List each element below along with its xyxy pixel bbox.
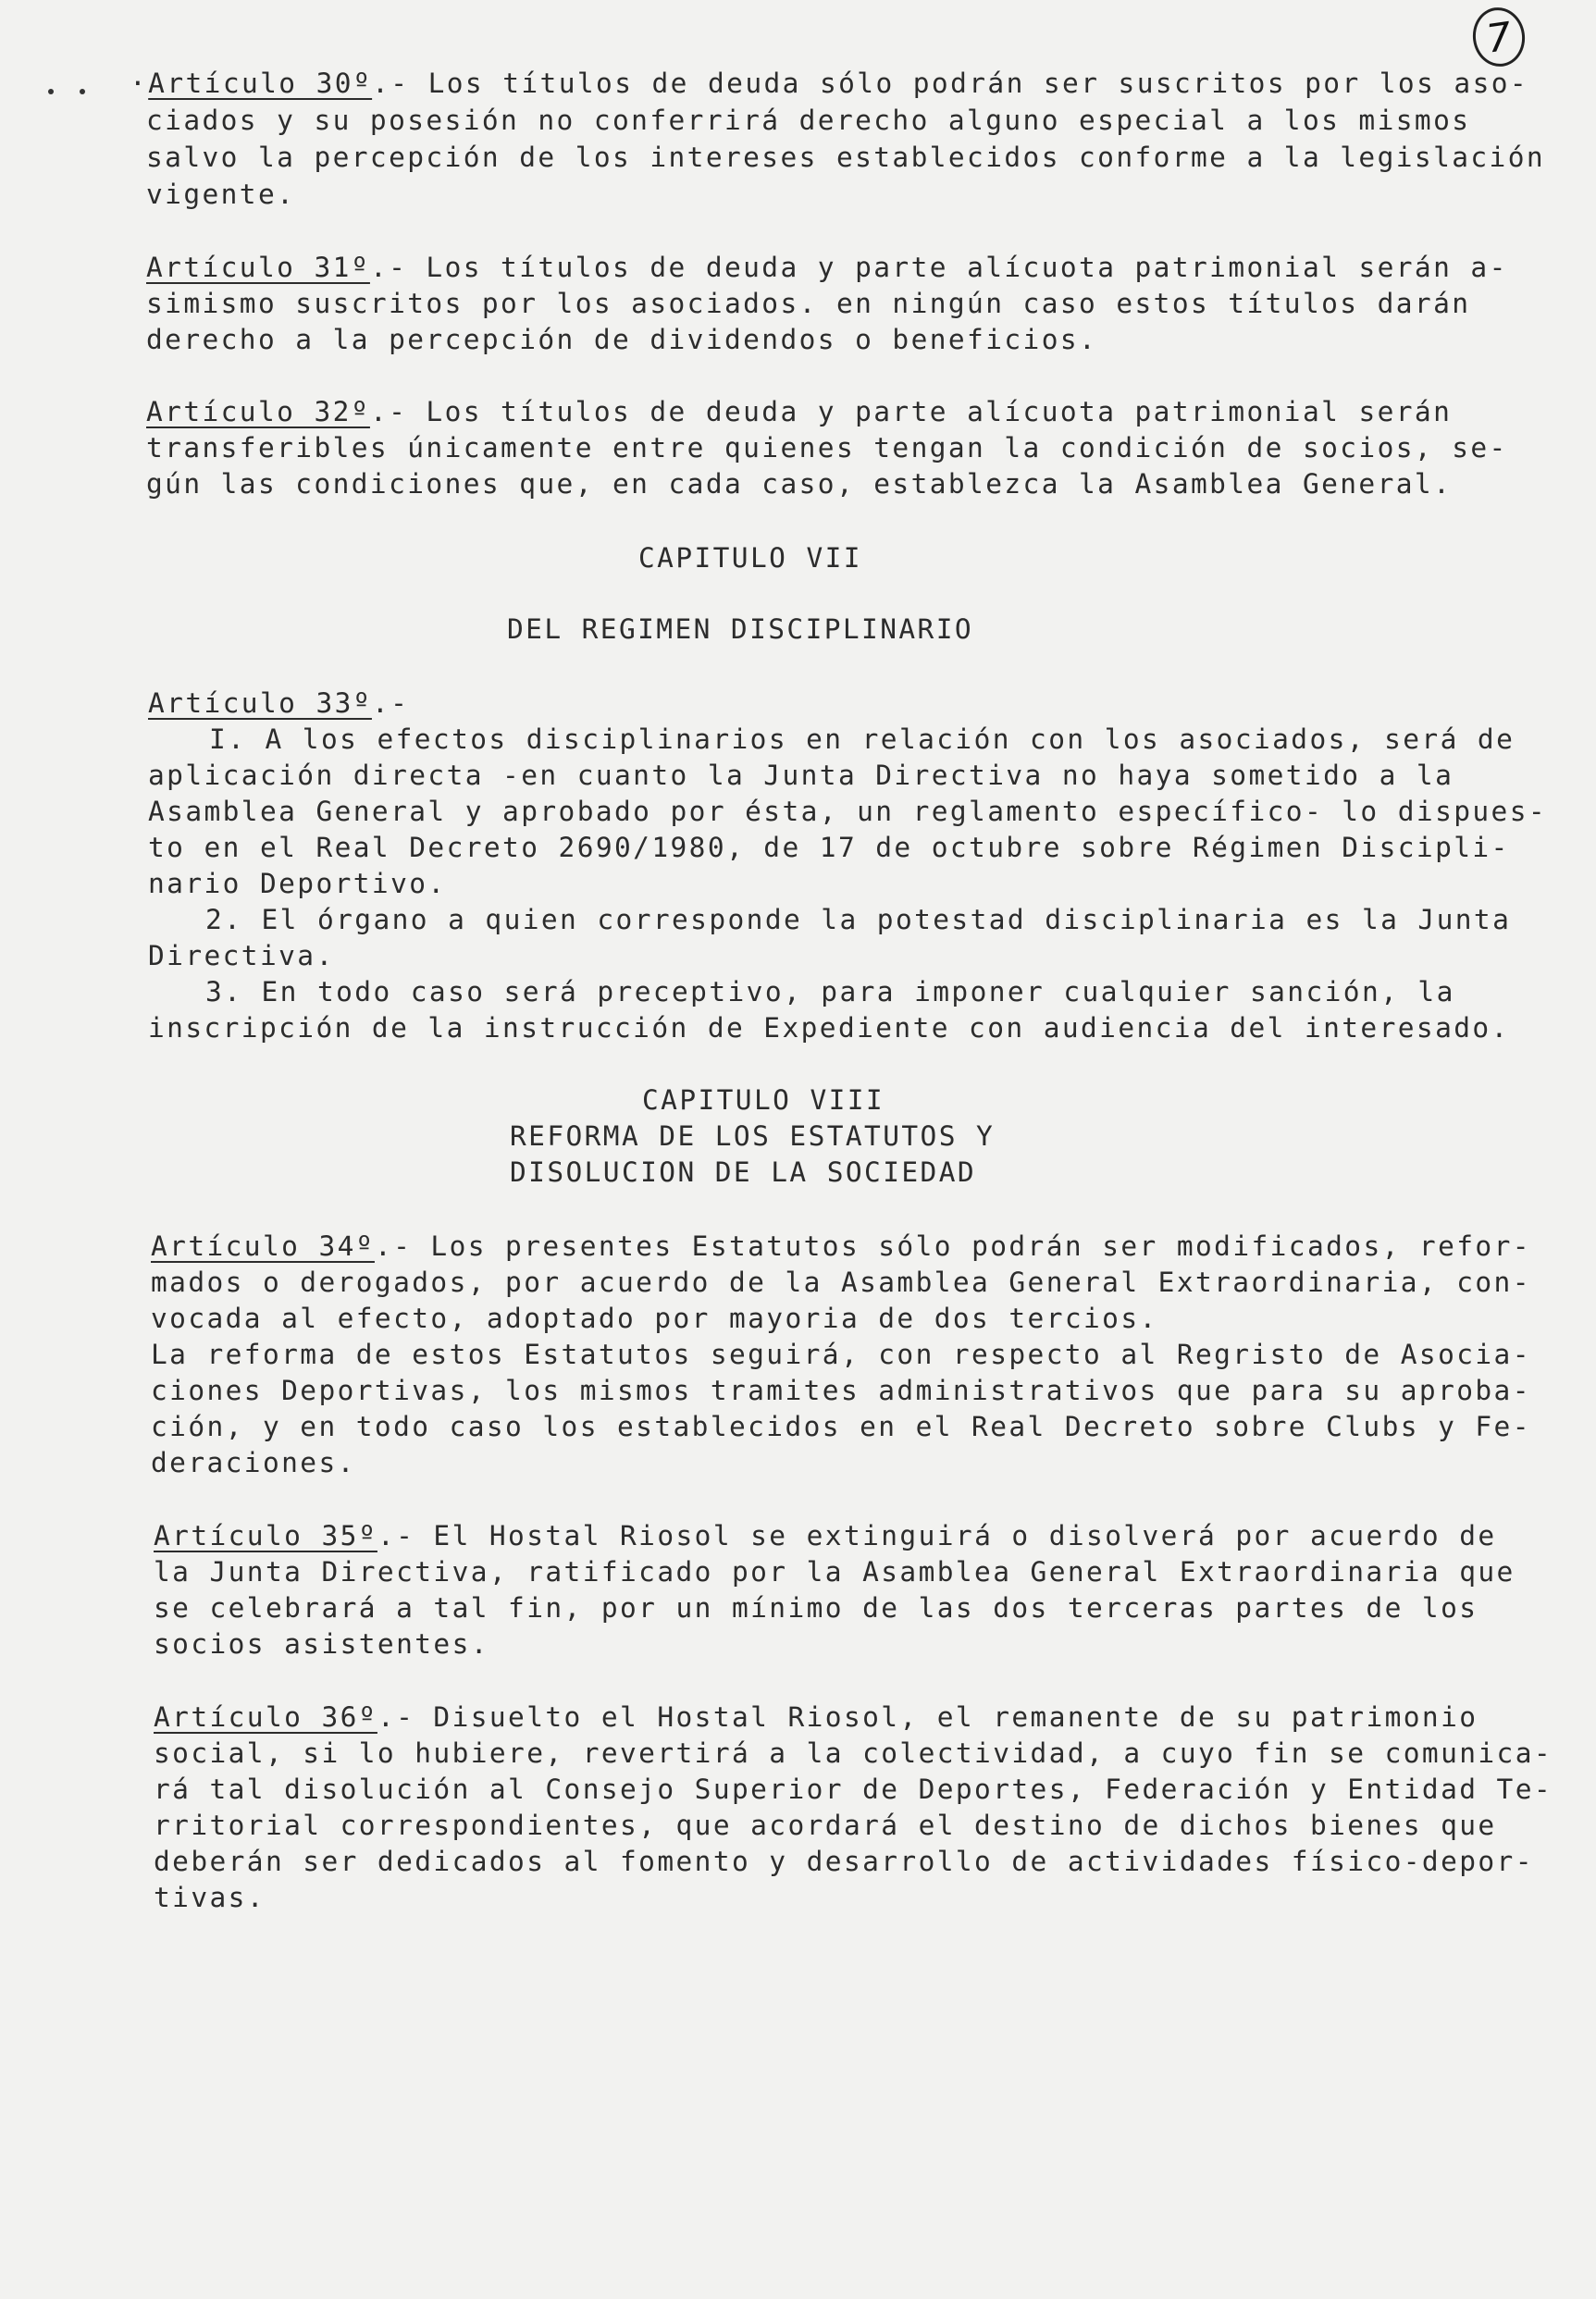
article-heading: Artículo 32º bbox=[146, 396, 370, 427]
art33-line-2: aplicación directa -en cuanto la Junta Directiva no haya sometido a la bbox=[148, 760, 1454, 791]
art33-line-7: Directiva. bbox=[148, 940, 335, 971]
chapter-7-subtitle: DEL REGIMEN DISCIPLINARIO bbox=[507, 613, 974, 645]
art36-line-3: rá tal disolución al Consejo Superior de Deportes, Federación y Entidad Te- bbox=[154, 1774, 1553, 1805]
art33-heading: Artículo 33º.- bbox=[148, 687, 410, 719]
art34-line-5: ciones Deportivas, los mismos tramites administrativos que para su aproba- bbox=[151, 1375, 1531, 1406]
art33-line-3: Asamblea General y aprobado por ésta, un reglamento específico- lo dispues- bbox=[148, 796, 1548, 827]
art32-line-1: Artículo 32º.- Los títulos de deuda y parte alícuota patrimonial serán bbox=[146, 396, 1453, 427]
art34-line-3: vocada al efecto, adoptado por mayoria de dos tercios. bbox=[151, 1303, 1158, 1334]
page-number-stamp: 7 bbox=[1469, 4, 1528, 69]
margin-dot bbox=[80, 89, 85, 94]
art33-line-9: inscripción de la instrucción de Expediente con audiencia del interesado. bbox=[148, 1012, 1510, 1044]
art33-line-6: 2. El órgano a quien corresponde la potestad disciplinaria es la Junta bbox=[205, 904, 1512, 935]
art30-line-2: ciados y su posesión no conferrirá derecho alguno especial a los mismos bbox=[146, 105, 1471, 136]
art33-line-8: 3. En todo caso será preceptivo, para imponer cualquier sanción, la bbox=[205, 976, 1455, 1007]
art36-line-4: rritorial correspondientes, que acordará el destino de dichos bienes que bbox=[154, 1810, 1497, 1841]
article-heading: Artículo 33º bbox=[148, 687, 372, 719]
art31-line-3: derecho a la percepción de dividendos o beneficios. bbox=[146, 324, 1098, 355]
article-heading: Artículo 34º bbox=[151, 1230, 375, 1262]
art30-line-1: ·Artículo 30º.- Los títulos de deuda sólo podrán ser suscritos por los aso- bbox=[130, 68, 1529, 99]
art32-line-2: transferibles únicamente entre quienes tengan la condición de socios, se- bbox=[146, 432, 1508, 464]
article-heading: Artículo 35º bbox=[154, 1520, 377, 1551]
article-heading: Artículo 36º bbox=[154, 1701, 377, 1733]
article-heading: Artículo 31º bbox=[146, 252, 370, 283]
art34-line-7: deraciones. bbox=[151, 1447, 356, 1478]
chapter-8-title: CAPITULO VIII bbox=[642, 1084, 885, 1116]
art34-line-2: mados o derogados, por acuerdo de la Asamblea General Extraordinaria, con- bbox=[151, 1267, 1531, 1298]
art35-line-2: la Junta Directiva, ratificado por la Asamblea General Extraordinaria que bbox=[154, 1556, 1516, 1588]
art33-line-1: I. A los efectos disciplinarios en relación con los asociados, será de bbox=[209, 723, 1516, 755]
art36-line-2: social, si lo hubiere, revertirá a la colectividad, a cuyo fin se comunica- bbox=[154, 1737, 1553, 1769]
art34-line-4: La reforma de estos Estatutos seguirá, con respecto al Regristo de Asocia- bbox=[151, 1339, 1531, 1370]
art31-line-1: Artículo 31º.- Los títulos de deuda y parte alícuota patrimonial serán a- bbox=[146, 252, 1508, 283]
art30-line-4: vigente. bbox=[146, 179, 296, 210]
chapter-8-subtitle-1: REFORMA DE LOS ESTATUTOS Y bbox=[510, 1120, 996, 1152]
margin-dot bbox=[48, 89, 54, 94]
art36-line-6: tivas. bbox=[154, 1882, 266, 1913]
art33-line-4: to en el Real Decreto 2690/1980, de 17 de octubre sobre Régimen Discipli- bbox=[148, 832, 1510, 863]
art31-line-2: simismo suscritos por los asociados. en ningún caso estos títulos darán bbox=[146, 288, 1471, 319]
art35-line-3: se celebrará a tal fin, por un mínimo de las dos terceras partes de los bbox=[154, 1592, 1478, 1624]
art36-line-1: Artículo 36º.- Disuelto el Hostal Riosol, el remanente de su patrimonio bbox=[154, 1701, 1478, 1733]
art35-line-4: socios asistentes. bbox=[154, 1628, 489, 1660]
article-heading: Artículo 30º bbox=[148, 68, 373, 99]
art32-line-3: gún las condiciones que, en cada caso, establezca la Asamblea General. bbox=[146, 468, 1453, 500]
chapter-7-title: CAPITULO VII bbox=[638, 542, 862, 574]
art34-line-6: ción, y en todo caso los establecidos en el Real Decreto sobre Clubs y Fe- bbox=[151, 1411, 1531, 1442]
art36-line-5: deberán ser dedicados al fomento y desarrollo de actividades físico-depor- bbox=[154, 1846, 1534, 1877]
art33-line-5: nario Deportivo. bbox=[148, 868, 447, 899]
art34-line-1: Artículo 34º.- Los presentes Estatutos sólo podrán ser modificados, refor- bbox=[151, 1230, 1531, 1262]
art35-line-1: Artículo 35º.- El Hostal Riosol se extinguirá o disolverá por acuerdo de bbox=[154, 1520, 1497, 1551]
art30-line-3: salvo la percepción de los intereses establecidos conforme a la legislación bbox=[146, 142, 1546, 173]
chapter-8-subtitle-2: DISOLUCION DE LA SOCIEDAD bbox=[510, 1156, 977, 1188]
